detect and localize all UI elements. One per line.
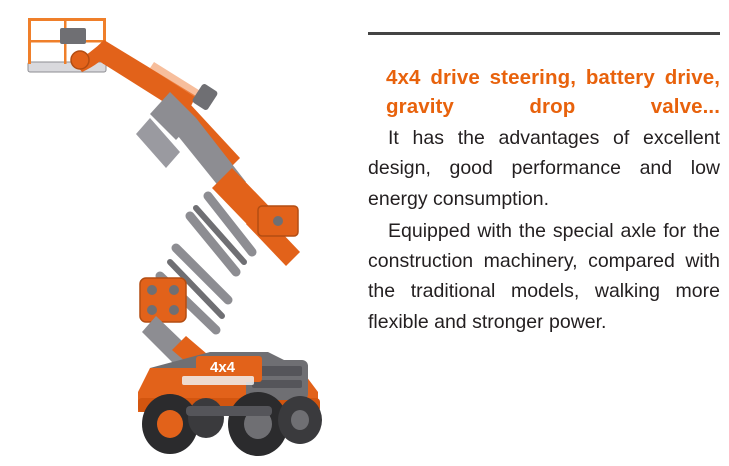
chassis-decal-text: 4x4 <box>210 359 236 376</box>
headline: 4x4 drive steering, battery drive, gravity drop valve... <box>386 66 720 119</box>
work-platform-icon <box>28 18 114 72</box>
articulating-boom-lift-illustration <box>0 0 360 466</box>
paragraph-2: Equipped with the special axle for the construction machinery, compared with the traditional models, walking more flexible and stronger power. <box>368 219 720 333</box>
divider-rule <box>368 32 720 35</box>
knuckle-joint <box>140 278 186 322</box>
paragraph-1: It has the advantages of excellent design, good performance and low energy consumption. <box>368 127 720 210</box>
description-text-pane <box>360 0 729 466</box>
axle-detail <box>186 406 272 416</box>
product-image-pane <box>0 0 360 466</box>
